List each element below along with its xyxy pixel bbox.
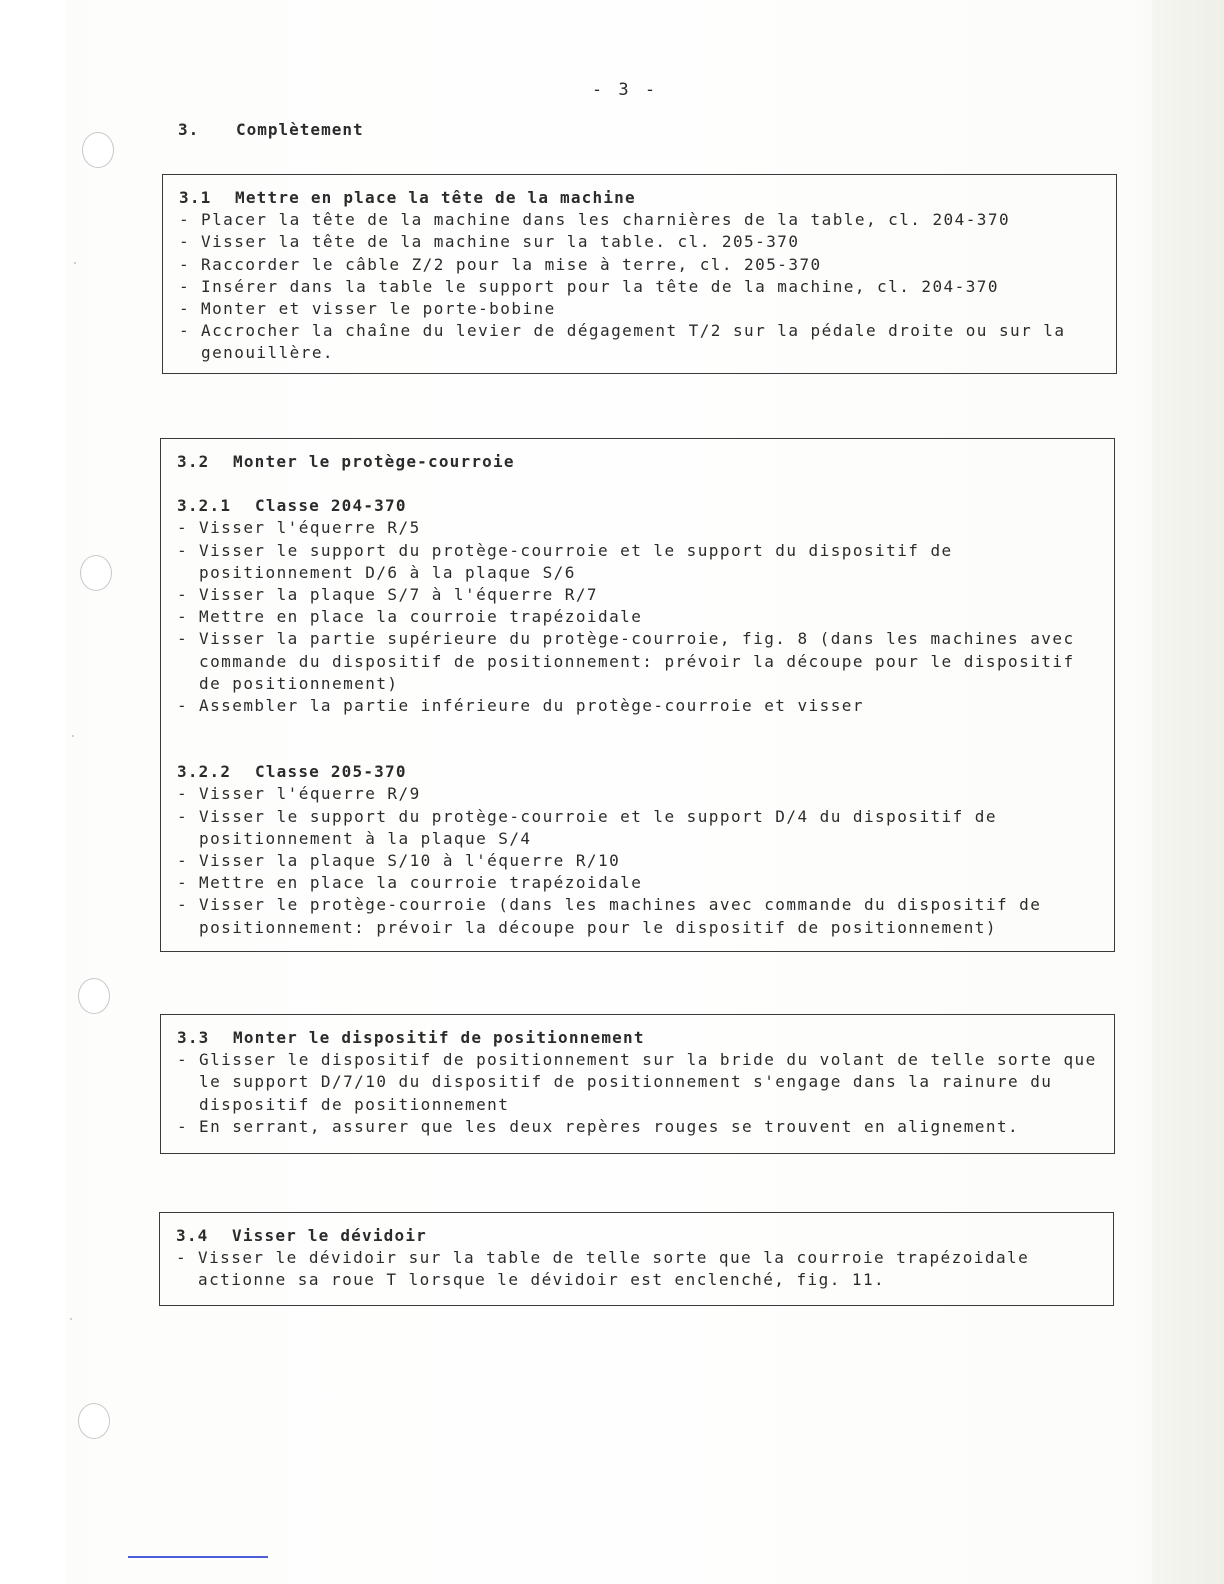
section-heading: [178, 120, 364, 139]
list-item: - Visser la partie supérieure du protège-courroie, fig. 8 (dans les machines avec commande du dispositif de positionnement: prévoir la découpe pour le dispositif de positionnement): [177, 628, 1079, 695]
subsection-3-2-1-list: [177, 517, 1114, 717]
list-item: - Visser le dévidoir sur la table de telle sorte que la courroie trapézoidale actionne sa roue T lorsque le dévidoir est enclenché, fig. 11.: [176, 1247, 1058, 1291]
box-3-3: [160, 1014, 1115, 1154]
box-3-1: [162, 174, 1117, 374]
box-3-4-list: [176, 1247, 1113, 1291]
box-3-3-title: 3.3 Monter le dispositif de positionnement: [177, 1028, 645, 1047]
list-item: - Visser la plaque S/10 à l'équerre R/10: [177, 850, 1114, 872]
scan-speck: [72, 735, 74, 737]
page-number: - 3 -: [591, 80, 659, 100]
list-item: - Accrocher la chaîne du levier de dégagement T/2 sur la pédale droite ou sur la genouillère.: [179, 320, 1081, 364]
list-item: - Visser l'équerre R/9: [177, 783, 1114, 805]
scan-edge-mark: [128, 1556, 268, 1558]
list-item: - Visser la plaque S/7 à l'équerre R/7: [177, 584, 1114, 606]
scan-speck: [70, 1318, 72, 1320]
box-3-3-list: [177, 1049, 1114, 1138]
box-3-4-title: 3.4 Visser le dévidoir: [176, 1226, 427, 1245]
list-item: - Visser la tête de la machine sur la table. cl. 205-370: [179, 231, 1116, 253]
box-3-2-title: 3.2 Monter le protège-courroie: [177, 452, 515, 471]
subsection-3-2-2-list: [177, 783, 1114, 938]
box-3-1-list: [179, 209, 1116, 364]
punch-hole-2: [80, 555, 112, 591]
box-3-1-title: 3.1 Mettre en place la tête de la machine: [179, 188, 636, 207]
box-3-2: [160, 438, 1115, 952]
punch-hole-3: [78, 978, 110, 1014]
page-margin-left: [0, 0, 66, 1584]
subsection-3-2-1-title: 3.2.1 Classe 204-370: [177, 496, 407, 516]
page-margin-right: [1152, 0, 1224, 1584]
list-item: - En serrant, assurer que les deux repères rouges se trouvent en alignement.: [177, 1116, 1114, 1138]
list-item: - Placer la tête de la machine dans les charnières de la table, cl. 204-370: [179, 209, 1116, 231]
list-item: - Monter et visser le porte-bobine: [179, 298, 1116, 320]
subsection-3-2-2-title: 3.2.2 Classe 205-370: [177, 762, 407, 782]
list-item: - Visser le protège-courroie (dans les machines avec commande du dispositif de positionnement: prévoir la découpe pour le dispositif de positionnement): [177, 894, 1079, 938]
list-item: - Mettre en place la courroie trapézoidale: [177, 606, 1114, 628]
section-number: 3.: [178, 120, 200, 139]
section-title: Complètement: [236, 120, 364, 139]
list-item: - Insérer dans la table le support pour la tête de la machine, cl. 204-370: [179, 276, 1116, 298]
list-item: - Glisser le dispositif de positionnement sur la bride du volant de telle sorte que le support D/7/10 du dispositif de positionnement s'engage dans la rainure du dispositif de positionnement: [177, 1049, 1119, 1116]
box-3-4: [159, 1212, 1114, 1306]
list-item: - Mettre en place la courroie trapézoidale: [177, 872, 1114, 894]
list-item: - Raccorder le câble Z/2 pour la mise à terre, cl. 205-370: [179, 254, 1116, 276]
punch-hole-4: [78, 1403, 110, 1439]
list-item: - Visser le support du protège-courroie et le support du dispositif de positionnement D/6 à la plaque S/6: [177, 540, 969, 584]
list-item: - Visser l'équerre R/5: [177, 517, 1114, 539]
scan-speck: [74, 262, 76, 264]
list-item: - Assembler la partie inférieure du protège-courroie et visser: [177, 695, 1114, 717]
list-item: - Visser le support du protège-courroie et le support D/4 du dispositif de positionnement à la plaque S/4: [177, 806, 1029, 850]
punch-hole-1: [82, 132, 114, 168]
